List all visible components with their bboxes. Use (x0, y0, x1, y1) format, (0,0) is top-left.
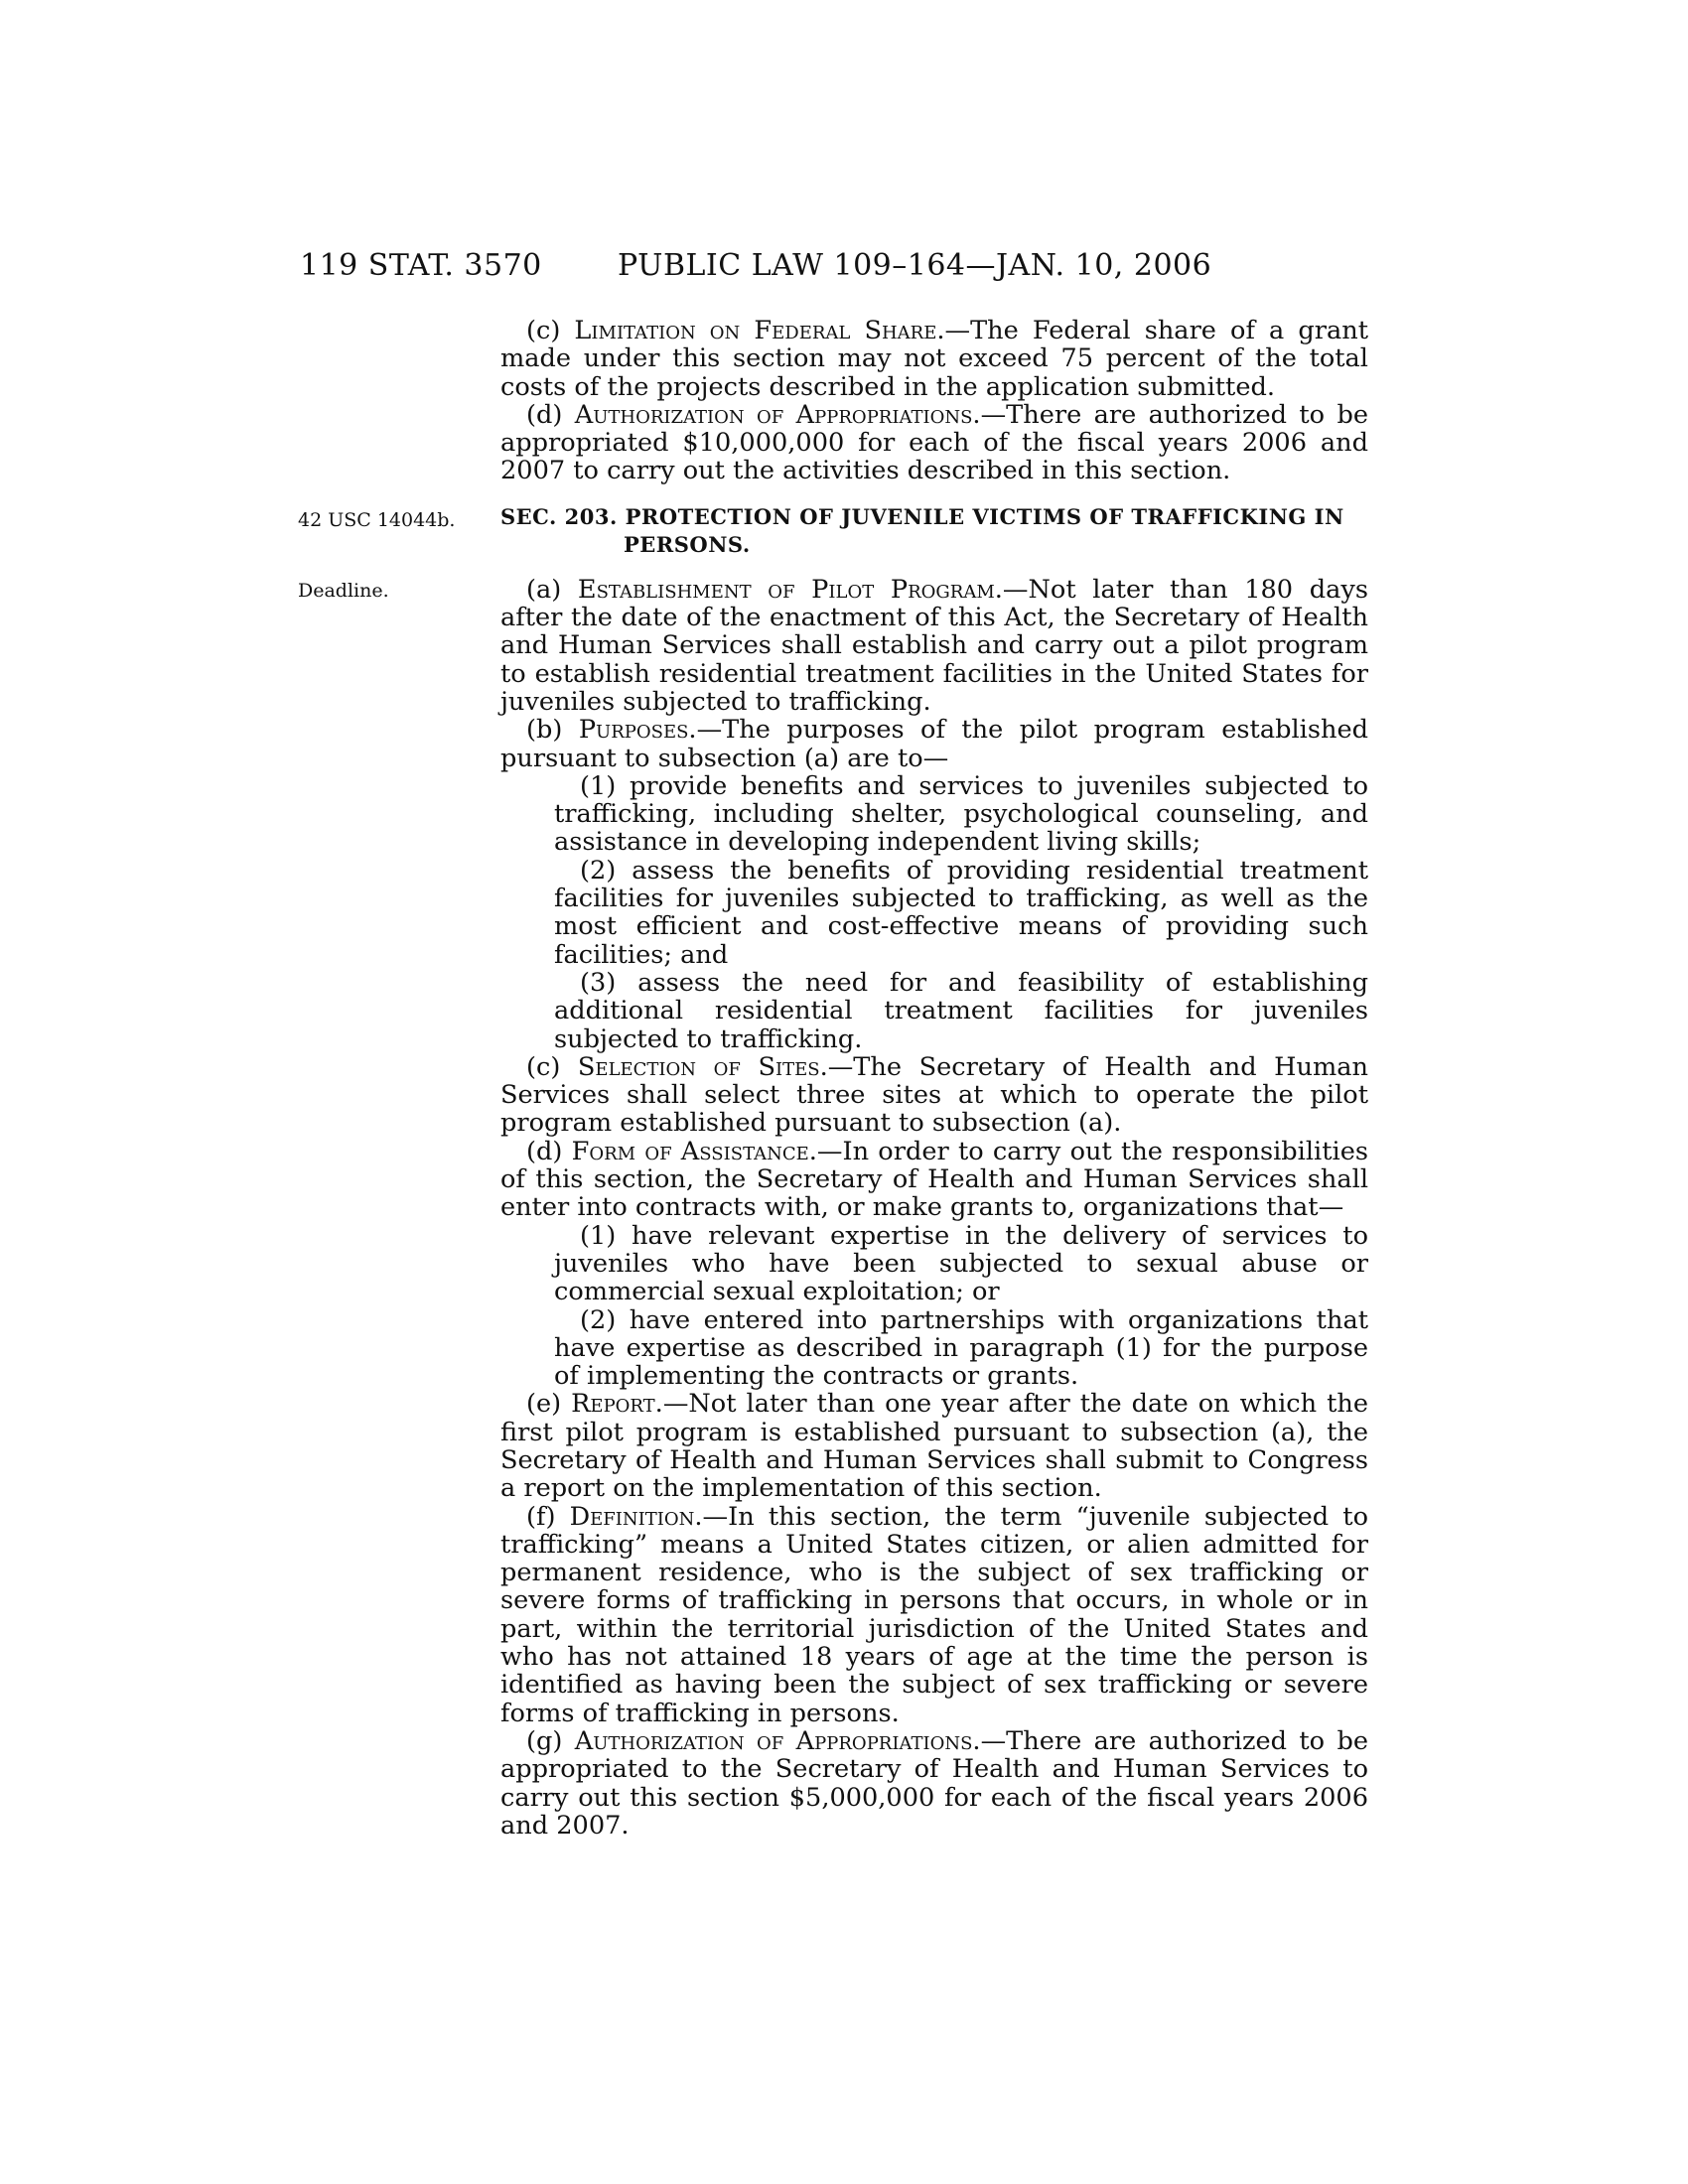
paragraph-d2: (2) have entered into partnerships with organizations that have expertise as described in paragraph (1) for the purpose of implementing the contracts or grants. (554, 1304, 1368, 1392)
subsection-caption: Selection of Sites. (577, 1051, 828, 1082)
subsection-e: (e) Report.—Not later than one year after the date on which the first pilot program is established pursuant to subsection (a), the Secretary of Health and Human Services shall submit to Congress a report on the implementation of this section. (500, 1389, 1369, 1504)
subsection-d: (d) Form of Assistance.—In order to carry out the responsibilities of this section, the Secretary of Health and Human Services shall enter into contracts with, or make grants to, organizations that— (500, 1136, 1368, 1223)
paragraph-b3: (3) assess the need for and feasibility of establishing additional residential treatment facilities for juveniles subjected to trafficking. (554, 967, 1368, 1054)
subsection-caption: Establishment of Pilot Program. (577, 574, 1003, 605)
subsection-a: (a) Establishment of Pilot Program.—Not later than 180 days after the date of the enactment of this Act, the Secretary of Health and Human Services shall establish and carry out a pilot program to establish residential treatment facilities in the United States for juveniles subjected to trafficking. (500, 574, 1368, 717)
subsection-caption: Limitation on Federal Share. (574, 316, 945, 345)
prior-subsection-d: (d) Authorization of Appropriations.—There are authorized to be appropriated $10,000,000 for each of the fiscal years 2006 and 2007 to carry out the activities described in this section. (500, 399, 1368, 486)
page-header (0, 248, 1688, 288)
subsection-c: (c) Selection of Sites.—The Secretary of Health and Human Services shall select three sites at which to operate the pilot program established pursuant to subsection (a). (500, 1051, 1368, 1139)
subsection-f: (f) Definition.—In this section, the term “juvenile subjected to trafficking” means a United States citizen, or alien admitted for permanent residence, who is the subject of sex trafficking or severe forms of trafficking in persons that occurs, in whole or in part, within the territorial jurisdiction of the United States and who has not attained 18 years of age at the time the person is identified as having been the subject of sex trafficking or severe forms of trafficking in persons. (500, 1501, 1368, 1728)
paragraph-b1: (1) provide benefits and services to juveniles subjected to trafficking, including shelter, psychological counseling, and assistance in developing independent living skills; (554, 770, 1368, 858)
subsection-caption: Report. (571, 1389, 663, 1420)
public-law-title: PUBLIC LAW 109–164—JAN. 10, 2006 (618, 248, 1212, 283)
subsection-caption: Authorization of Appropriations. (574, 399, 981, 430)
subsection-caption: Authorization of Appropriations. (574, 1725, 981, 1756)
subsection-b: (b) Purposes.—The purposes of the pilot program established pursuant to subsection (a) are to— (500, 715, 1368, 773)
prior-subsection-c: (c) Limitation on Federal Share.—The Federal share of a grant made under this section may not exceed 75 percent of the total costs of the projects described in the application submitted. (500, 316, 1368, 402)
margin-note-usc: 42 USC 14044b. (298, 509, 456, 531)
paragraph-d1: (1) have relevant expertise in the delivery of services to juveniles who have been subjected to sexual abuse or commercial sexual exploitation; or (554, 1220, 1368, 1307)
section-heading: SEC. 203. PROTECTION OF JUVENILE VICTIMS OF TRAFFICKING IN PERSONS. (500, 503, 1344, 557)
margin-note-deadline: Deadline. (298, 580, 389, 602)
subsection-g: (g) Authorization of Appropriations.—There are authorized to be appropriated to the Secretary of Health and Human Services to carry out this section $5,000,000 for each of the fiscal years 2006 and 2007. (500, 1725, 1368, 1841)
subsection-caption: Purposes. (578, 715, 697, 746)
body-text (500, 317, 1368, 1840)
paragraph-b2: (2) assess the benefits of providing residential treatment facilities for juveniles subjected to trafficking, as well as the most efficient and cost-effective means of providing such facilities; and (554, 855, 1368, 970)
subsection-caption: Definition. (569, 1501, 703, 1532)
statute-page-number: 119 STAT. 3570 (300, 248, 542, 283)
subsection-caption: Form of Assistance. (571, 1136, 817, 1166)
